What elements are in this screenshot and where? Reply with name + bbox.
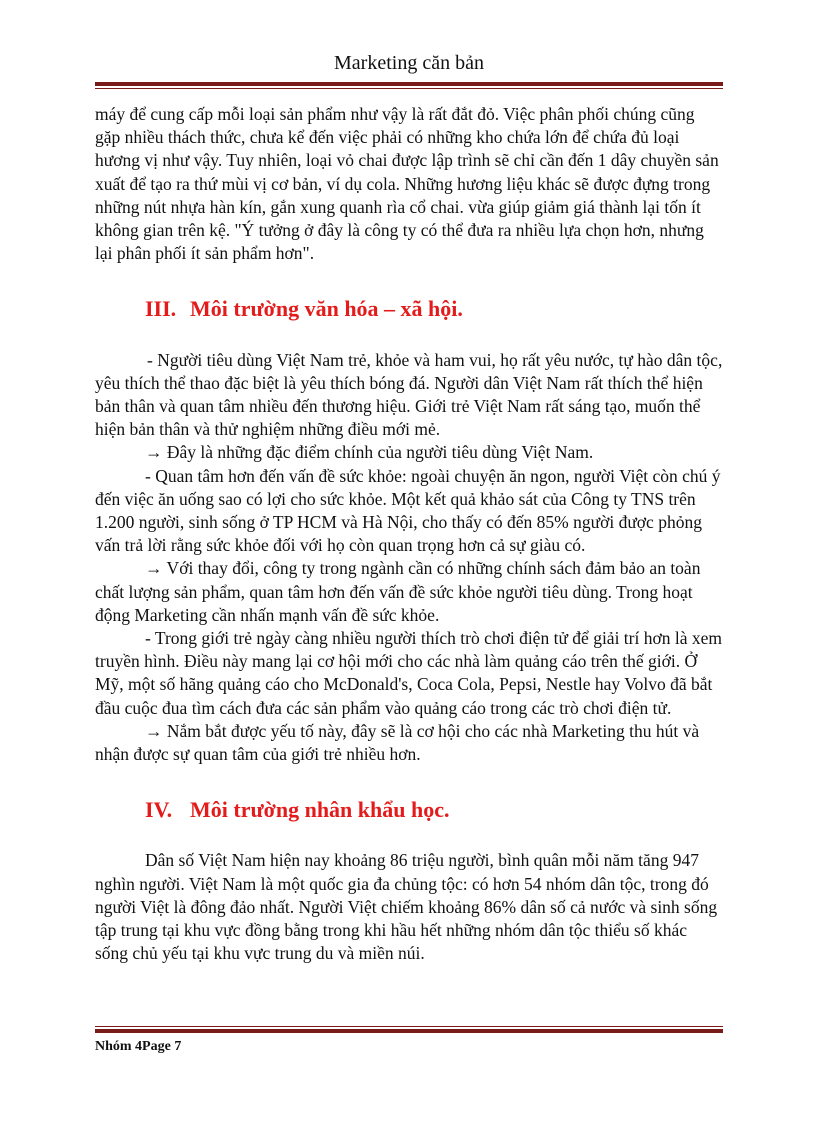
- section-title: Môi trường nhân khẩu học.: [190, 797, 450, 823]
- paragraph: → Nắm bắt được yếu tố này, đây sẽ là cơ hội cho các nhà Marketing thu hút và nhận được sự quan tâm của giới trẻ nhiều hơn.: [95, 720, 700, 765]
- paragraph: - Quan tâm hơn đến vấn đề sức khỏe: ngoài chuyện ăn ngon, người Việt còn chú ý đến việc ăn uống sao có lợi cho sức khỏe. Một kết quả khảo sát của Công ty TNS trên 1.200 người, sinh sống ở TP HCM và Hà Nội, cho thấy có đến 85% người được phỏng vấn trả lời rằng sức khỏe đối với họ còn quan trọng hơn cả sự giàu có.: [95, 465, 721, 556]
- paragraph: - Người tiêu dùng Việt Nam trẻ, khỏe và ham vui, họ rất yêu nước, tự hào dân tộc, yêu thích thể thao đặc biệt là yêu thích bóng đá. Người dân Việt Nam rất thích thể hiện bản thân và quan tâm nhiều đến thương hiệu. Giới trẻ Việt Nam rất sáng tạo, muốn thể hiện bản thân và thử nghiệm những điều mới mẻ.: [95, 349, 723, 440]
- section-title: Môi trường văn hóa – xã hội.: [190, 296, 463, 322]
- section-number: III.: [145, 296, 177, 322]
- paragraph: - Trong giới trẻ ngày càng nhiều người thích trò chơi điện tử để giải trí hơn là xem truyền hình. Điều này mang lại cơ hội mới cho các nhà làm quảng cáo trên thế giới. Ở Mỹ, một số hãng quảng cáo cho McDonald's, Coca Cola, Pepsi, Nestle hay Volvo đã bắt đầu cuộc đua tìm cách đưa các sản phẩm vào quảng cáo trong các trò chơi điện tử.: [95, 628, 722, 718]
- paragraph: → Với thay đổi, công ty trong ngành cần có những chính sách đảm bảo an toàn chất lượng sản phẩm, quan tâm hơn đến vấn đề sức khỏe người tiêu dùng. Trong hoạt động Marketing cần nhấn mạnh vấn đề sức khỏe.: [95, 558, 701, 625]
- paragraph: Dân số Việt Nam hiện nay khoảng 86 triệu người, bình quân mỗi năm tăng 947 nghìn người. Việt Nam là một quốc gia đa chủng tộc: có hơn 54 nhóm dân tộc, trong đó người Việt là đông đảo nhất. Người Việt chiếm khoảng 86% dân số cả nước và sinh sống tập trung tại khu vực đồng bằng trong khi hầu hết những nhóm dân tộc thiểu số khác sống chủ yếu tại khu vực trung du và miền núi.: [95, 850, 718, 964]
- page-footer: Nhóm 4Page 7: [95, 1039, 182, 1054]
- section-heading-3: [145, 297, 723, 320]
- page-header-title: Marketing căn bản: [334, 52, 484, 74]
- intro-paragraph: máy để cung cấp mỗi loại sản phẩm như vậy là rất đắt đỏ. Việc phân phối chúng cũng gặp nhiều thách thức, chưa kể đến việc phải có những kho chứa lớn để chứa đủ loại hương vị như vậy. Tuy nhiên, loại vỏ chai được lập trình sẽ chỉ cần đến 1 dây chuyền sản xuất để tạo ra thứ mùi vị cơ bản, ví dụ cola. Những hương liệu khác sẽ được đựng trong những nút nhựa hàn kín, gắn xung quanh rìa cổ chai. vừa giúp giảm giá thành lại tốn ít không gian trên kệ. "Ý tưởng ở đây là công ty có thể đưa ra nhiều lựa chọn hơn, nhưng lại phân phối ít sản phẩm hơn".: [95, 104, 719, 264]
- section-heading-4: [145, 798, 723, 821]
- paragraph: → Đây là những đặc điểm chính của người tiêu dùng Việt Nam.: [145, 442, 594, 463]
- header-divider: [95, 82, 723, 90]
- document-body: [95, 103, 723, 966]
- section-number: IV.: [145, 797, 173, 823]
- footer-divider: [95, 1026, 723, 1033]
